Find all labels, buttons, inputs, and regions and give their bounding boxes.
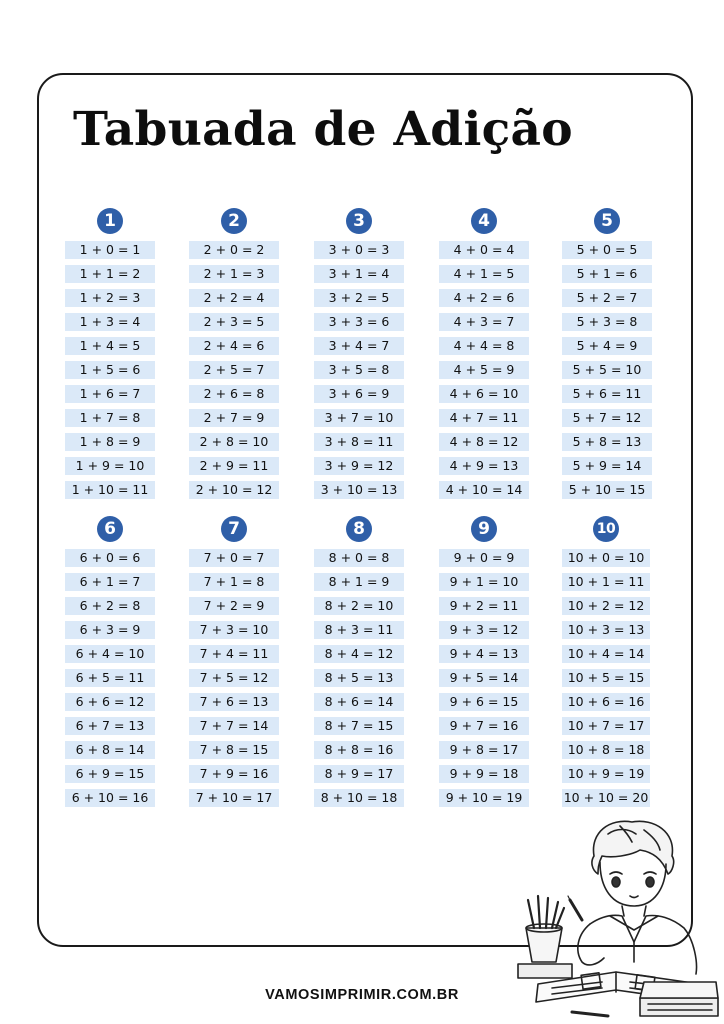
table-number-badge: 7	[221, 516, 247, 542]
equation-row: 8 + 5 = 13	[314, 669, 404, 687]
equation-row: 3 + 7 = 10	[314, 409, 404, 427]
equation-row: 10 + 6 = 16	[562, 693, 650, 711]
equation-row: 7 + 7 = 14	[189, 717, 279, 735]
table-9	[439, 516, 529, 813]
table-number-badge: 1	[97, 208, 123, 234]
table-number-badge: 6	[97, 516, 123, 542]
equation-row: 5 + 4 = 9	[562, 337, 652, 355]
equation-row: 7 + 3 = 10	[189, 621, 279, 639]
equation-row: 10 + 3 = 13	[562, 621, 650, 639]
equation-row: 7 + 5 = 12	[189, 669, 279, 687]
equation-row: 2 + 3 = 5	[189, 313, 279, 331]
equation-row: 1 + 1 = 2	[65, 265, 155, 283]
equation-row: 4 + 1 = 5	[439, 265, 529, 283]
equation-row: 1 + 8 = 9	[65, 433, 155, 451]
equation-row: 2 + 1 = 3	[189, 265, 279, 283]
equation-row: 7 + 9 = 16	[189, 765, 279, 783]
equation-row: 6 + 4 = 10	[65, 645, 155, 663]
table-3	[314, 208, 404, 505]
equation-row: 4 + 5 = 9	[439, 361, 529, 379]
table-2	[189, 208, 279, 505]
equation-row: 3 + 8 = 11	[314, 433, 404, 451]
equation-row: 6 + 0 = 6	[65, 549, 155, 567]
equation-row: 4 + 3 = 7	[439, 313, 529, 331]
equation-row: 2 + 4 = 6	[189, 337, 279, 355]
equation-row: 4 + 10 = 14	[439, 481, 529, 499]
equation-row: 5 + 8 = 13	[562, 433, 652, 451]
equation-row: 10 + 8 = 18	[562, 741, 650, 759]
equation-row: 8 + 6 = 14	[314, 693, 404, 711]
equation-row: 1 + 5 = 6	[65, 361, 155, 379]
equation-row: 10 + 0 = 10	[562, 549, 650, 567]
equation-row: 9 + 6 = 15	[439, 693, 529, 711]
equation-row: 1 + 0 = 1	[65, 241, 155, 259]
equation-row: 9 + 5 = 14	[439, 669, 529, 687]
table-number-badge: 3	[346, 208, 372, 234]
equation-row: 2 + 0 = 2	[189, 241, 279, 259]
equation-row: 5 + 6 = 11	[562, 385, 652, 403]
equation-row: 8 + 2 = 10	[314, 597, 404, 615]
equation-row: 6 + 1 = 7	[65, 573, 155, 591]
equation-row: 6 + 5 = 11	[65, 669, 155, 687]
equation-row: 10 + 1 = 11	[562, 573, 650, 591]
equation-row: 2 + 2 = 4	[189, 289, 279, 307]
equation-row: 6 + 9 = 15	[65, 765, 155, 783]
equation-row: 7 + 10 = 17	[189, 789, 279, 807]
equation-row: 10 + 4 = 14	[562, 645, 650, 663]
table-8	[314, 516, 404, 813]
equation-row: 8 + 10 = 18	[314, 789, 404, 807]
table-1	[65, 208, 155, 505]
equation-row: 2 + 8 = 10	[189, 433, 279, 451]
equation-row: 7 + 8 = 15	[189, 741, 279, 759]
equation-row: 5 + 7 = 12	[562, 409, 652, 427]
equation-row: 6 + 3 = 9	[65, 621, 155, 639]
equation-row: 7 + 6 = 13	[189, 693, 279, 711]
equation-row: 2 + 7 = 9	[189, 409, 279, 427]
equation-row: 4 + 8 = 12	[439, 433, 529, 451]
table-6	[65, 516, 155, 813]
equation-row: 1 + 2 = 3	[65, 289, 155, 307]
equation-row: 4 + 9 = 13	[439, 457, 529, 475]
equation-row: 6 + 10 = 16	[65, 789, 155, 807]
equation-row: 5 + 0 = 5	[562, 241, 652, 259]
equation-row: 7 + 2 = 9	[189, 597, 279, 615]
table-4	[439, 208, 529, 505]
equation-row: 8 + 1 = 9	[314, 573, 404, 591]
table-5	[562, 208, 652, 505]
equation-row: 2 + 10 = 12	[189, 481, 279, 499]
equation-row: 1 + 7 = 8	[65, 409, 155, 427]
equation-row: 1 + 9 = 10	[65, 457, 155, 475]
equation-row: 1 + 6 = 7	[65, 385, 155, 403]
table-number-badge: 9	[471, 516, 497, 542]
table-number-badge: 5	[594, 208, 620, 234]
equation-row: 2 + 9 = 11	[189, 457, 279, 475]
table-10	[562, 516, 650, 813]
equation-row: 3 + 10 = 13	[314, 481, 404, 499]
equation-row: 10 + 9 = 19	[562, 765, 650, 783]
equation-row: 9 + 1 = 10	[439, 573, 529, 591]
equation-row: 10 + 5 = 15	[562, 669, 650, 687]
equation-row: 5 + 10 = 15	[562, 481, 652, 499]
table-number-badge: 10	[593, 516, 619, 542]
table-number-badge: 8	[346, 516, 372, 542]
equation-row: 8 + 7 = 15	[314, 717, 404, 735]
equation-row: 9 + 7 = 16	[439, 717, 529, 735]
equation-row: 10 + 2 = 12	[562, 597, 650, 615]
equation-row: 4 + 7 = 11	[439, 409, 529, 427]
equation-row: 6 + 6 = 12	[65, 693, 155, 711]
equation-row: 9 + 4 = 13	[439, 645, 529, 663]
equation-row: 5 + 3 = 8	[562, 313, 652, 331]
equation-row: 9 + 2 = 11	[439, 597, 529, 615]
equation-row: 3 + 9 = 12	[314, 457, 404, 475]
table-number-badge: 2	[221, 208, 247, 234]
equation-row: 4 + 6 = 10	[439, 385, 529, 403]
equation-row: 4 + 0 = 4	[439, 241, 529, 259]
equation-row: 8 + 3 = 11	[314, 621, 404, 639]
equation-row: 8 + 8 = 16	[314, 741, 404, 759]
equation-row: 6 + 8 = 14	[65, 741, 155, 759]
equation-row: 9 + 9 = 18	[439, 765, 529, 783]
equation-row: 3 + 6 = 9	[314, 385, 404, 403]
equation-row: 3 + 0 = 3	[314, 241, 404, 259]
equation-row: 9 + 8 = 17	[439, 741, 529, 759]
equation-row: 4 + 4 = 8	[439, 337, 529, 355]
equation-row: 3 + 3 = 6	[314, 313, 404, 331]
equation-row: 7 + 4 = 11	[189, 645, 279, 663]
equation-row: 8 + 4 = 12	[314, 645, 404, 663]
equation-row: 4 + 2 = 6	[439, 289, 529, 307]
equation-row: 10 + 7 = 17	[562, 717, 650, 735]
equation-row: 6 + 7 = 13	[65, 717, 155, 735]
equation-row: 5 + 1 = 6	[562, 265, 652, 283]
equation-row: 8 + 9 = 17	[314, 765, 404, 783]
equation-row: 5 + 2 = 7	[562, 289, 652, 307]
equation-row: 2 + 5 = 7	[189, 361, 279, 379]
equation-row: 3 + 2 = 5	[314, 289, 404, 307]
equation-row: 9 + 0 = 9	[439, 549, 529, 567]
table-7	[189, 516, 279, 813]
equation-row: 9 + 10 = 19	[439, 789, 529, 807]
equation-row: 3 + 4 = 7	[314, 337, 404, 355]
equation-row: 5 + 5 = 10	[562, 361, 652, 379]
equation-row: 7 + 0 = 7	[189, 549, 279, 567]
equation-row: 1 + 3 = 4	[65, 313, 155, 331]
equation-row: 10 + 10 = 20	[563, 790, 649, 805]
equation-row: 8 + 0 = 8	[314, 549, 404, 567]
table-number-badge: 4	[471, 208, 497, 234]
equation-row: 5 + 9 = 14	[562, 457, 652, 475]
equation-row: 7 + 1 = 8	[189, 573, 279, 591]
equation-row: 2 + 6 = 8	[189, 385, 279, 403]
equation-row: 1 + 10 = 11	[65, 481, 155, 499]
equation-row: 3 + 5 = 8	[314, 361, 404, 379]
equation-row: 3 + 1 = 4	[314, 265, 404, 283]
equation-row: 6 + 2 = 8	[65, 597, 155, 615]
equation-row: 9 + 3 = 12	[439, 621, 529, 639]
website-footer: VAMOSIMPRIMIR.COM.BR	[265, 987, 459, 1003]
page-title: Tabuada de Adição	[73, 102, 573, 157]
equation-row: 1 + 4 = 5	[65, 337, 155, 355]
